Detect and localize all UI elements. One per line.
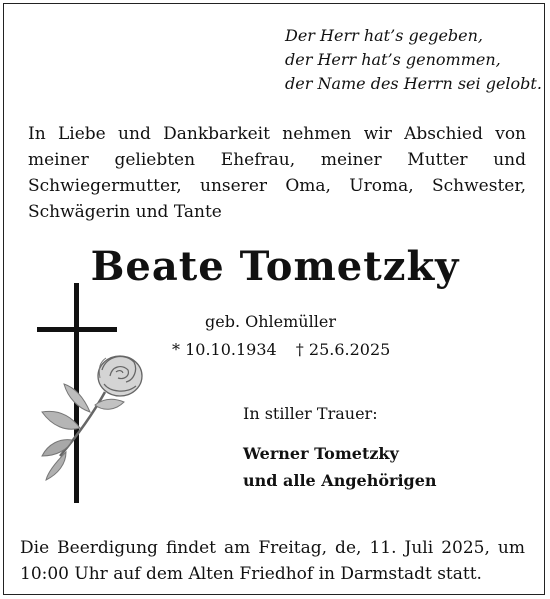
deceased-name: Beate Tometzky xyxy=(90,243,460,290)
intro-text: In Liebe und Dankbarkeit nehmen wir Abschied von meiner geliebten Ehefrau, meiner Mutter und Schwiegermutter, unserer Oma, Uroma, Schwester, Schwägerin und Tante xyxy=(28,124,526,222)
mourner-line-2: und alle Angehörigen xyxy=(243,471,437,490)
mourners-list xyxy=(243,440,437,494)
quote-line-3: der Name des Herrn sei gelobt. xyxy=(285,74,542,93)
cross-and-rose xyxy=(20,280,160,510)
mourner-line-1: Werner Tometzky xyxy=(243,444,399,463)
quote-line-1: Der Herr hat’s gegeben, xyxy=(285,26,484,45)
life-dates xyxy=(172,340,390,359)
mourning-label: In stiller Trauer: xyxy=(243,404,378,423)
funeral-info: Die Beerdigung findet am Freitag, de, 11. Juli 2025, um 10:00 Uhr auf dem Alten Friedhof in Darmstadt statt. xyxy=(20,538,525,584)
rose-icon xyxy=(42,356,142,480)
birth-date: * 10.10.1934 xyxy=(172,340,277,359)
bible-quote xyxy=(285,24,542,96)
maiden-name: geb. Ohlemüller xyxy=(205,312,336,331)
quote-line-2: der Herr hat’s genommen, xyxy=(285,50,501,69)
death-date: † 25.6.2025 xyxy=(295,340,391,359)
